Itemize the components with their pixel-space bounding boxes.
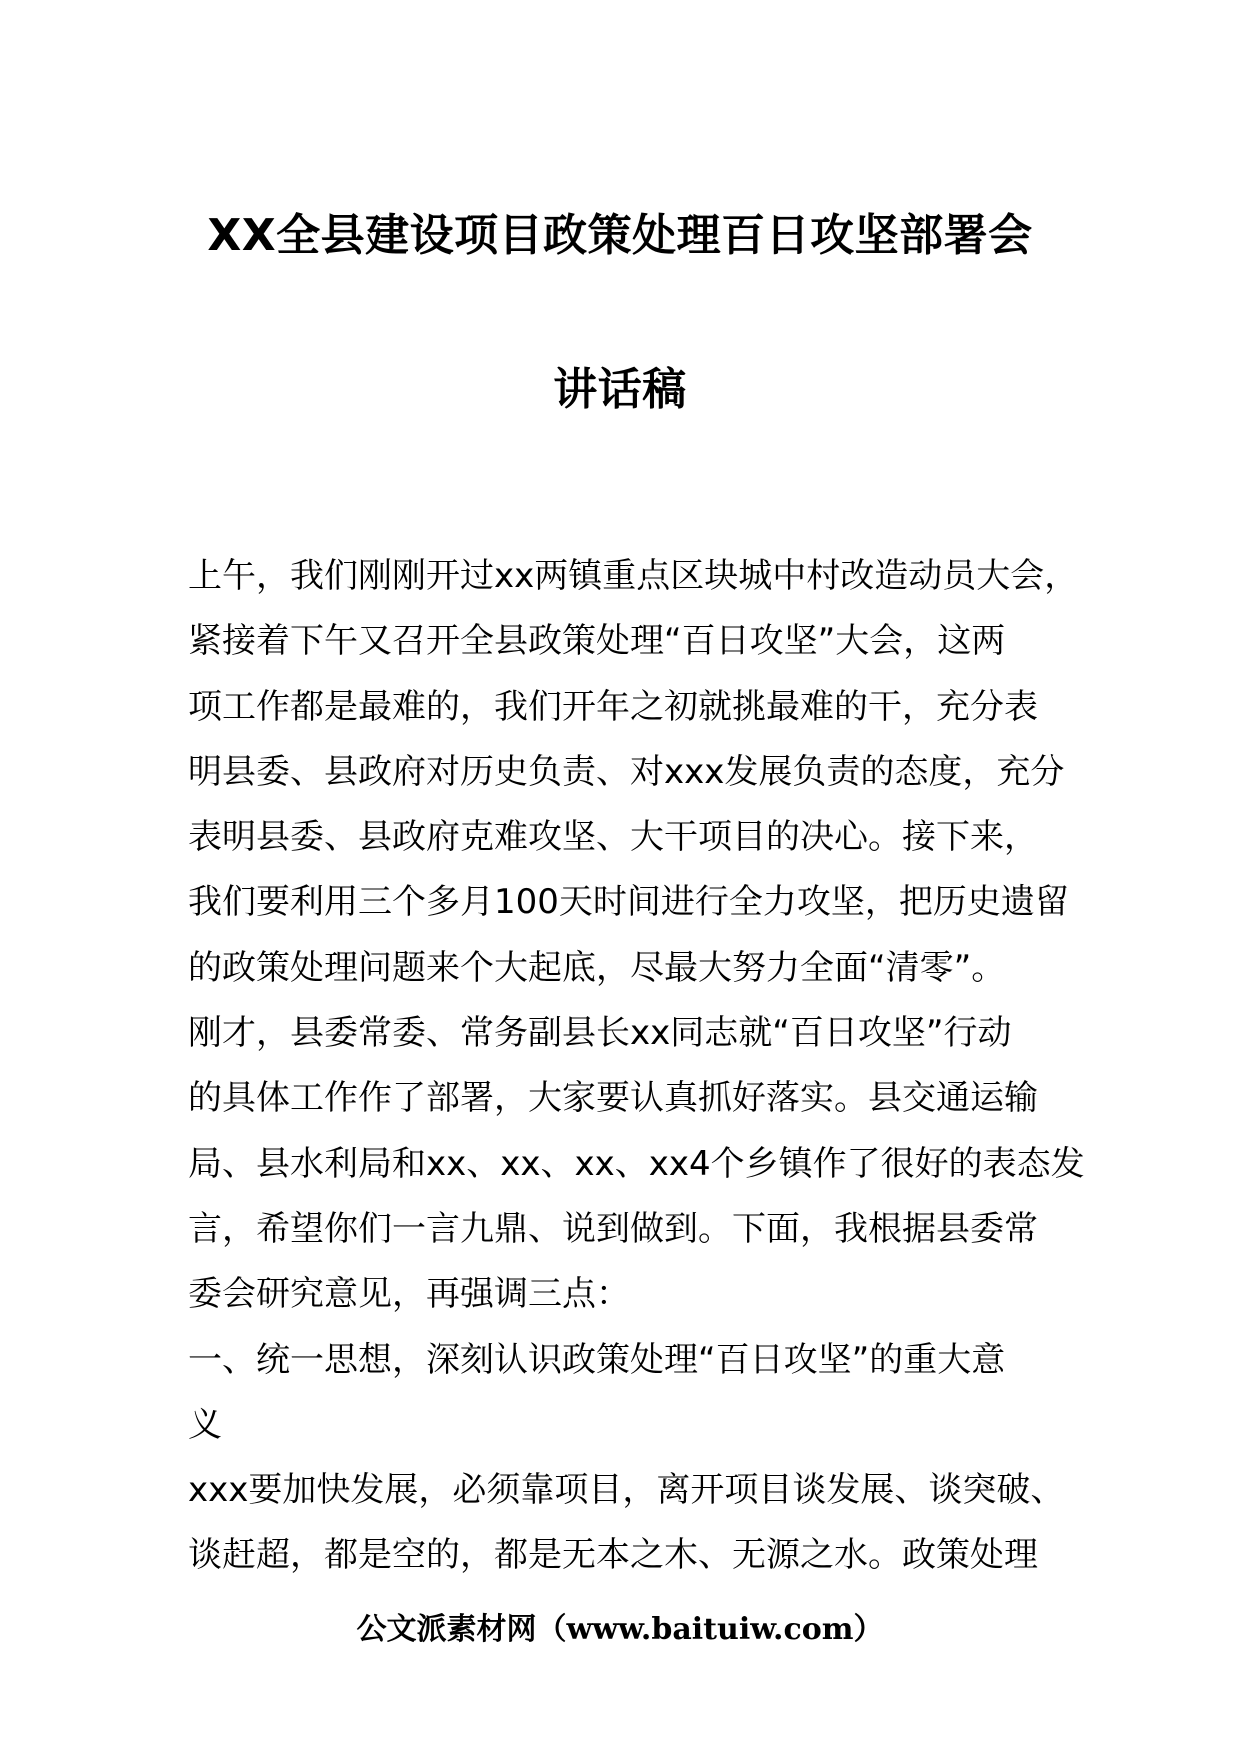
body-line: 的具体工作作了部署，大家要认真抓好落实。县交通运输 xyxy=(188,1078,1038,1119)
document-title-line-1: XX全县建设项目政策处理百日攻坚部署会 xyxy=(207,210,1033,261)
body-line: 表明县委、县政府克难攻坚、大干项目的决心。接下来， xyxy=(188,817,1038,858)
section-heading-line: 一、统一思想，深刻认识政策处理“百日攻坚”的重大意 xyxy=(188,1339,1006,1380)
body-line: 的政策处理问题来个大起底，尽最大努力全面“清零”。 xyxy=(188,947,1006,988)
body-line: xxx要加快发展，必须靠项目，离开项目谈发展、谈突破、 xyxy=(188,1470,1065,1511)
body-line: 紧接着下午又召开全县政策处理“百日攻坚”大会，这两 xyxy=(188,621,1006,662)
document-title-line-2: 讲话稿 xyxy=(553,364,687,415)
body-line: 项工作都是最难的，我们开年之初就挑最难的干，充分表 xyxy=(188,686,1038,727)
body-line: 委会研究意见，再强调三点： xyxy=(188,1274,630,1315)
body-line: 我们要利用三个多月100天时间进行全力攻坚，把历史遗留 xyxy=(188,882,1069,923)
footer-source: 公文派素材网（www.baituiw.com） xyxy=(356,1612,884,1647)
section-heading-line: 义 xyxy=(188,1404,222,1445)
body-line: 明县委、县政府对历史负责、对xxx发展负责的态度，充分 xyxy=(188,751,1065,792)
body-line: 上午，我们刚刚开过xx两镇重点区块城中村改造动员大会， xyxy=(188,556,1079,596)
body-line: 言，希望你们一言九鼎、说到做到。下面，我根据县委常 xyxy=(188,1208,1038,1249)
body-line: 刚才，县委常委、常务副县长xx同志就“百日攻坚”行动 xyxy=(188,1013,1012,1054)
document-body xyxy=(188,544,1085,1589)
body-line: 局、县水利局和xx、xx、xx、xx4个乡镇作了很好的表态发 xyxy=(188,1143,1085,1184)
body-line: 谈赶超，都是空的，都是无本之木、无源之水。政策处理 xyxy=(188,1535,1038,1576)
